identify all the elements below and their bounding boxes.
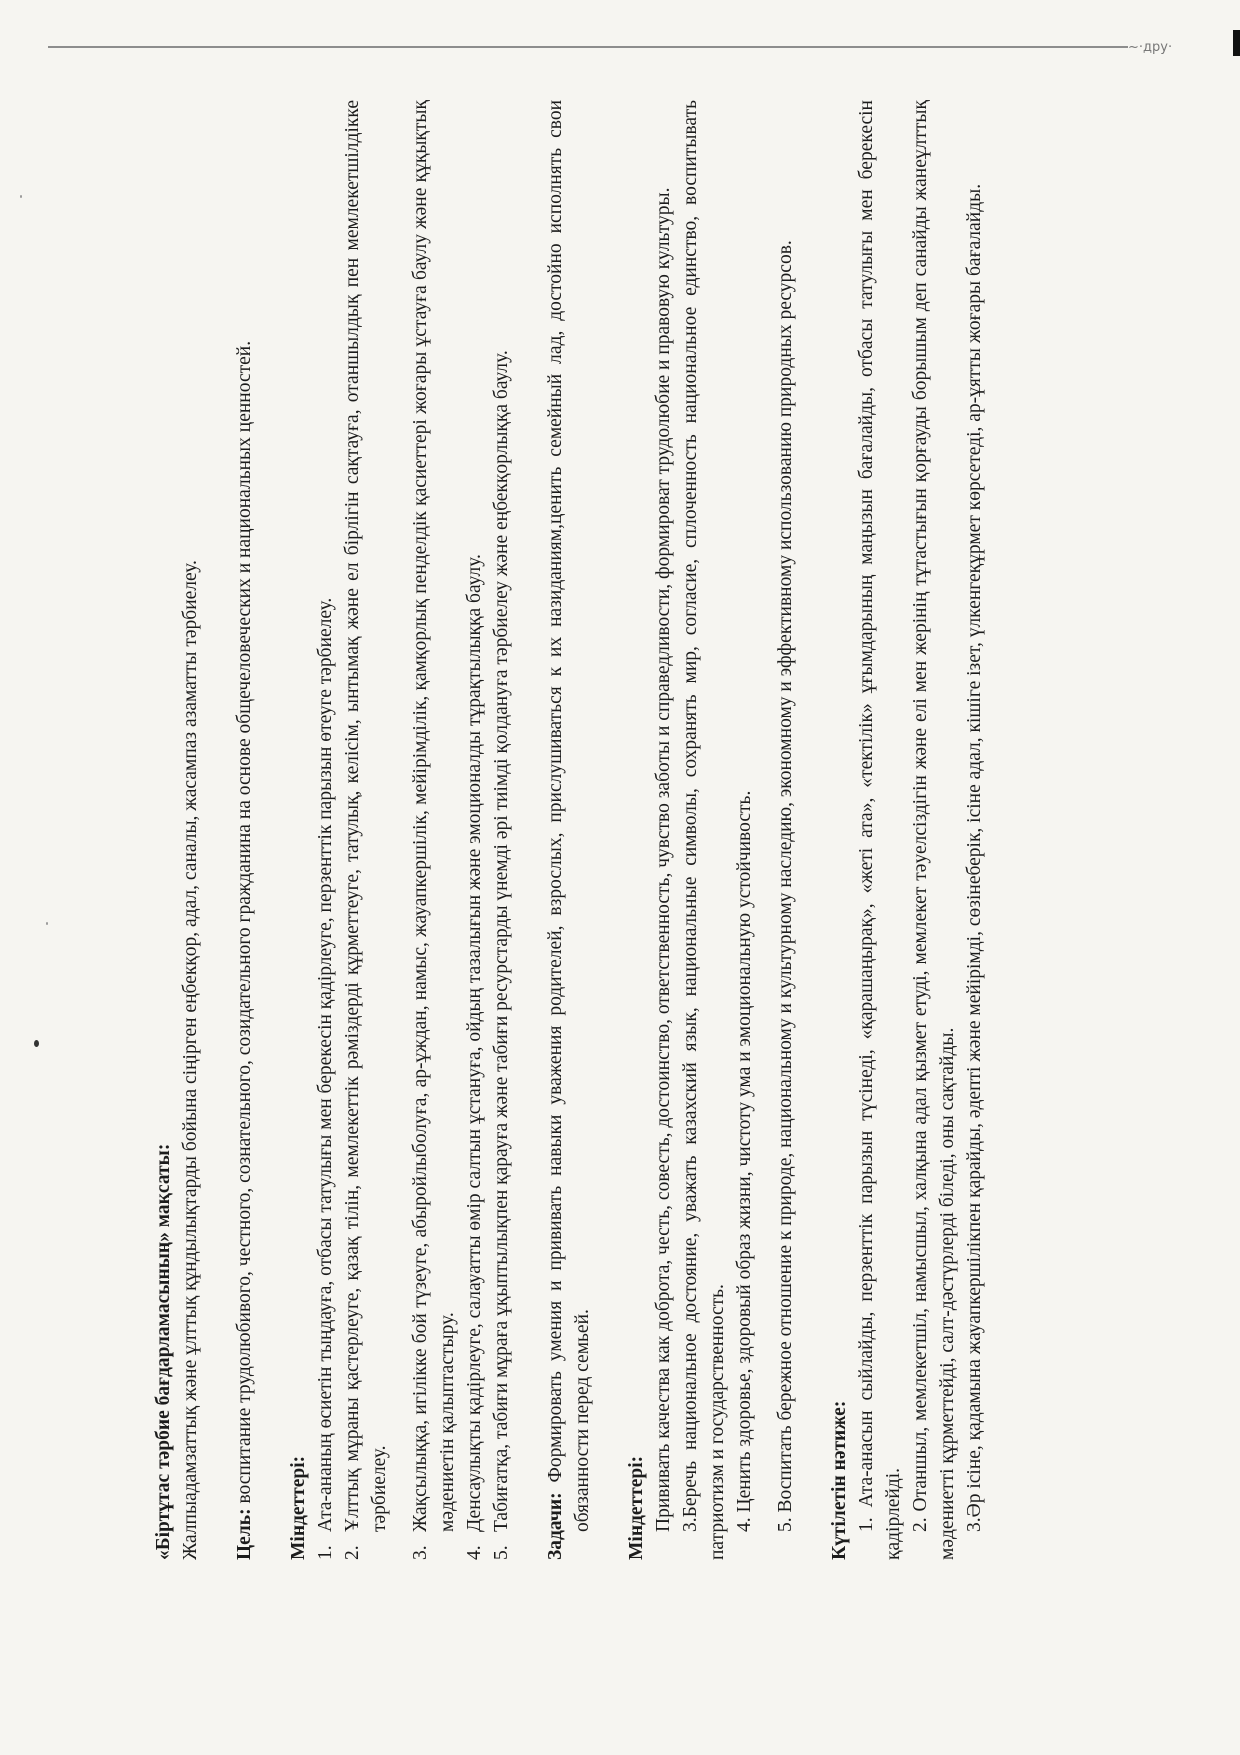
scan-speck xyxy=(20,195,22,198)
list-item xyxy=(339,100,393,1560)
list-number: 3. xyxy=(410,1545,431,1560)
tasks-ru-list-heading: Міндеттері: xyxy=(626,1455,647,1560)
goal-ru-section xyxy=(231,100,258,1560)
goal-ru-paragraph xyxy=(231,100,258,1560)
scan-top-rule xyxy=(48,46,1128,48)
goal-ru-label: Цель: xyxy=(234,1508,255,1560)
list-number: 4. xyxy=(464,1545,485,1560)
list-item xyxy=(312,100,339,1560)
tasks-ru-text: Формировать умения и прививать навыки уважения родителей, взрослых, прислушиваться к их назиданиям,ценить семейный лад, достойно исполнять свои обязанности перед семьей. xyxy=(545,100,593,1532)
goal-ru-text: воспитание трудолюбивого, честного, сознательного, созидательного гражданина на основе общечеловеческих и национальных ценностей. xyxy=(234,340,255,1504)
tasks-ru-label: Задачи: xyxy=(545,1492,566,1560)
tasks-ru-list-section xyxy=(623,100,799,1560)
program-section xyxy=(150,100,204,1560)
program-title: «Біртұтас тәрбие бағдарламасының» мақсаты: xyxy=(153,1143,174,1560)
results-item-2: 2. Отаншыл, мемлекетшіл, намысшыл, халқына адал қызмет етуді, мемлекет тәуелсіздігін және елі мен жерінің тұтастығын қорғауды борышым деп санайды жанеұлттық мәдениетті құрметтейді, салт-дәстүрлерді біледі, оны сақтайды. xyxy=(910,100,958,1560)
list-item xyxy=(407,100,461,1560)
list-item xyxy=(488,100,515,1560)
list-number: 2. xyxy=(342,1545,363,1560)
scan-speck xyxy=(34,1040,39,1047)
tasks-ru-item-4: 4. Ценить здоровье, здоровый образ жизни, чистоту ума и эмоциональную устойчивость. xyxy=(734,790,755,1532)
tasks-ru-item-1: Прививать качества как доброта, честь, совесть, достоинство, ответственность, чувство заботы и справедливости, формироват трудолюбие и правовую культуры. xyxy=(653,187,674,1532)
tasks-kz-heading: Міндеттері: xyxy=(288,1455,309,1560)
list-text: Ұлттық мұраны қастерлеуге, қазақ тілін, мемлекеттік рәміздерді құрметтеуге, татулық, келісім, ынтымақ және ел бірлігін сақтауға, отаншылдық пен мемлекетшілдікке тәрбиелеу. xyxy=(342,100,390,1532)
tasks-ru-section xyxy=(542,100,596,1560)
program-goal-kz: Жалпыадамзаттық және ұлттық құндылықтарды бойына сіңірген еңбекқор, адал, саналы, жасампаз азаматты тәрбиелеу. xyxy=(180,560,201,1560)
list-item xyxy=(461,100,488,1560)
list-text: Табиғатқа, табиғи мұраға ұқыптылықпен қарауға және табиғи ресурстарды үнемді әрі тиімді қолдануға тәрбиелеу және еңбекқорлыққа баулу. xyxy=(491,350,512,1532)
list-text: Жақсылыққа, игілікке бой түзеуге, абыройлыболуға, ар-ұждан, намыс, жауапкершілік, мейірімділік, қамқорлық пенделдік қасиеттері жоғары ұстауға баулу және құқықтық мәдениетін қалыптастыру. xyxy=(410,100,458,1532)
scan-speck xyxy=(46,922,48,925)
results-heading: Күтілетін нәтиже: xyxy=(829,1400,850,1560)
results-item-1: 1. Ата-анасын сыйлайды, перзенттік парызын түсінеді, «қарашаңырақ», «жеті ата», «тектілік» ұғымдарының маңызын бағалайды, отбасы татулығы мен берекесін қадірлейді. xyxy=(856,100,904,1560)
scan-edge-mark xyxy=(1233,30,1240,56)
tasks-kz-list xyxy=(312,100,515,1560)
list-number: 1. xyxy=(315,1545,336,1560)
list-text: Ата-ананың өсиетін тыңдауға, отбасы татулығы мен берекесін қадірлеуге, перзенттік парызын өтеуге тәрбиелеу. xyxy=(315,597,336,1532)
results-section xyxy=(826,100,988,1560)
tasks-ru-paragraph xyxy=(542,100,596,1560)
tasks-kz-section xyxy=(285,100,515,1560)
results-item-3: 3.Әр ісіне, қадамына жауапкершілікпен қарайды, әдепті және мейірімді, сөзінеберік, ісіне адал, кішіге ізет, үлкенгеқұрмет көрсетеді, ар-ұятты жоғары бағалайды. xyxy=(964,183,985,1532)
tasks-ru-item-3: 3.Беречь национальное достояние, уважать казахский язык, национальные символы, сохранять мир, согласие, сплоченность национальное единство, воспитывать патриотизм и государственность. xyxy=(680,100,728,1560)
tasks-ru-item-5: 5. Воспитать бережное отношение к природе, национальному и культурному наследию, экономному и эффективному использованию природных ресурсов. xyxy=(775,240,796,1532)
rotated-document-page xyxy=(150,100,1150,1560)
list-text: Денсаулықты қадірлеуге, салауатты өмір салтын ұстануға, ойдың тазалығын және эмоционалды тұрақтылыққа баулу. xyxy=(464,554,485,1532)
list-number: 5. xyxy=(491,1545,512,1560)
corner-mark: ~·дру· xyxy=(1128,40,1173,55)
